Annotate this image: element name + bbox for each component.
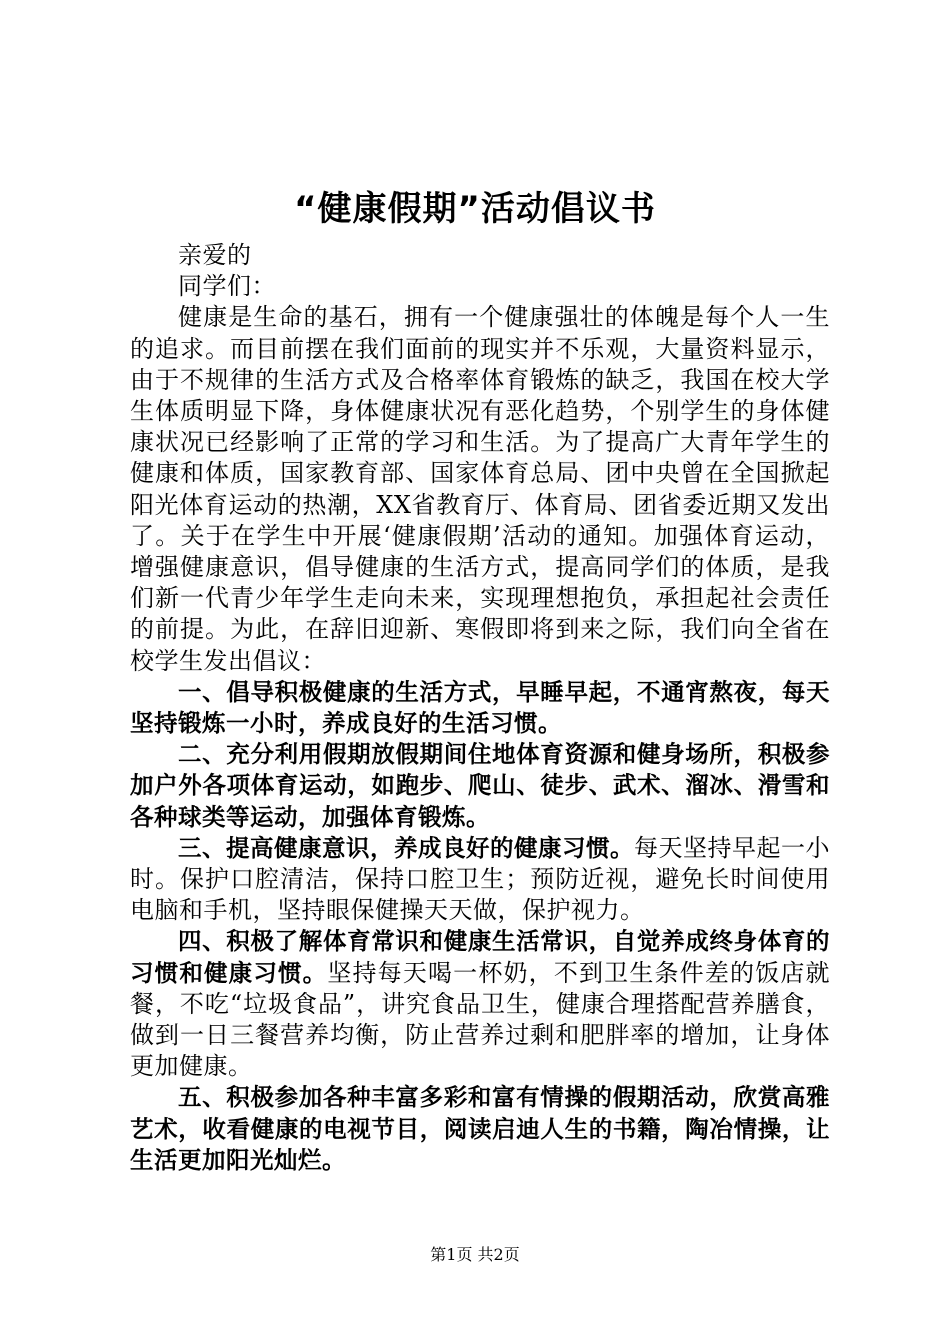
greeting-line-1: 亲爱的 <box>178 241 252 269</box>
document-title: “健康假期”活动倡议书 <box>294 189 656 229</box>
proposal-item-1 <box>130 677 830 739</box>
proposal-item-2 <box>130 739 830 833</box>
proposal-item-5-heading: 五、积极参加各种丰富多彩和富有情操的假期活动，欣赏高雅艺术，收看健康的电视节目，阅读启迪人生的书籍，陶冶情操，让生活更加阳光灿烂。 <box>130 1083 830 1174</box>
document-body <box>130 240 830 1176</box>
proposal-item-5 <box>130 1082 830 1176</box>
proposal-item-3 <box>130 833 830 927</box>
proposal-item-3-heading: 三、提高健康意识，养成良好的健康习惯。 <box>178 833 634 862</box>
page-footer: 第1页 共2页 <box>430 1245 520 1264</box>
proposal-item-4-text: 坚持每天喝一杯奶，不到卫生条件差的饭店就餐，不吃“垃圾食品”，讲究食品卫生，健康合理搭配营养膳食，做到一日三餐营养均衡，防止营养过剩和肥胖率的增加，让身体更加健康。 <box>130 958 831 1081</box>
proposal-item-1-heading: 一、倡导积极健康的生活方式，早睡早起，不通宵熬夜，每天坚持锻炼一小时，养成良好的生活习惯。 <box>130 677 830 738</box>
greeting-line-2: 同学们： <box>178 272 276 301</box>
proposal-item-3-text: 每天坚持早起一小时。保护口腔清洁，保持口腔卫生；预防近视，避免长时间使用电脑和手机，坚持眼保健操天天做，保护视力。 <box>130 833 830 925</box>
intro-paragraph: 健康是生命的基石，拥有一个健康强壮的体魄是每个人一生的追求。而目前摆在我们面前的现实并不乐观，大量资料显示，由于不规律的生活方式及合格率体育锻炼的缺乏，我国在校大学生体质明显下降，身体健康状况有恶化趋势，个别学生的身体健康状况已经影响了正常的学习和生活。为了提高广大青年学生的健康和体质，国家教育部、国家体育总局、团中央曾在全国掀起阳光体育运动的热潮，XX省教育厅、体育局、团省委近期又发出了。关于在学生中开展‘健康假期’活动的通知。加强体育运动，增强健康意识，倡导健康的生活方式，提高同学们的体质，是我们新一代青少年学生走向未来，实现理想抱负，承担起社会责任的前提。为此，在辞旧迎新、寒假即将到来之际，我们向全省在校学生发出倡议： <box>130 303 830 675</box>
proposal-item-2-heading: 二、充分利用假期放假期间住地体育资源和健身场所，积极参加户外各项体育运动，如跑步、爬山、徒步、武术、溜冰、滑雪和各种球类等运动，加强体育锻炼。 <box>130 740 830 831</box>
proposal-item-4 <box>130 926 830 1082</box>
proposal-item-4-heading: 四、积极了解体育常识和健康生活常识，自觉养成终身体育的习惯和健康习惯。 <box>130 927 830 987</box>
